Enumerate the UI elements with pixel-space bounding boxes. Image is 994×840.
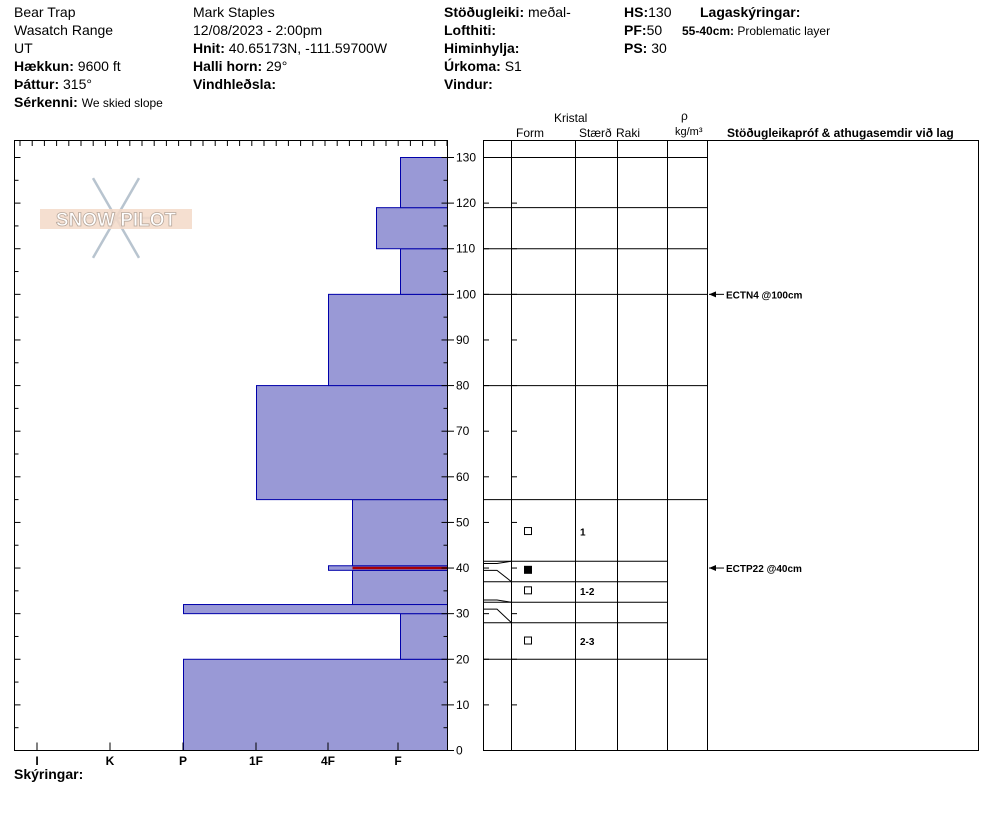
mountain-range: Wasatch Range — [14, 22, 114, 38]
features-label: Sérkenni: — [14, 94, 78, 110]
precip-label: Úrkoma: — [444, 58, 501, 74]
y-tick-label: 110 — [456, 241, 476, 256]
y-tick-label: 10 — [456, 697, 470, 712]
elevation-value: 9600 ft — [77, 58, 121, 74]
wind-loading-label: Vindhleðsla: — [193, 76, 276, 92]
hardness-bar — [329, 294, 448, 385]
hardness-tick-label: P — [178, 754, 188, 768]
y-tick-label: 80 — [456, 378, 470, 393]
observer: Mark Staples — [193, 4, 275, 20]
ps-value: 30 — [651, 40, 667, 56]
hardness-bar — [401, 158, 448, 208]
hardness-bar — [184, 659, 448, 750]
stability-value: meðal- — [528, 4, 571, 20]
slope-value: 29° — [266, 58, 288, 74]
hardness-bar — [353, 570, 448, 604]
hardness-tick-label: K — [105, 754, 115, 768]
stability-label: Stöðugleiki: — [444, 4, 525, 20]
density-unit-header: kg/m³ — [675, 126, 703, 138]
grain-size-label: 1-2 — [580, 586, 595, 598]
grain-form-symbol — [525, 587, 532, 594]
state: UT — [14, 40, 33, 56]
precip-value: S1 — [504, 58, 522, 74]
test-arrow — [709, 565, 716, 571]
y-tick-label: 50 — [456, 515, 470, 530]
y-tick-label: 40 — [456, 561, 470, 576]
hardness-tick-label: I — [35, 754, 39, 768]
stability-test-label: ECTP22 @40cm — [726, 564, 802, 576]
sky-label: Himinhylja: — [444, 40, 520, 56]
airtemp-label: Lofthiti: — [444, 22, 497, 38]
grain-form-symbol — [525, 637, 532, 644]
notes-label: Skýringar: — [14, 766, 84, 782]
size-header: Stærð — [579, 126, 612, 140]
features-value: We skied slope — [81, 96, 163, 110]
hs-value: 130 — [648, 4, 672, 20]
pf-value: 50 — [646, 22, 663, 38]
grain-form-symbol — [525, 528, 532, 535]
moisture-header: Raki — [616, 126, 641, 140]
hardness-tick-label: 1F — [248, 754, 264, 768]
location-name: Bear Trap — [14, 4, 76, 20]
hardness-tick-label: 4F — [320, 754, 336, 768]
crystal-header: Kristal — [554, 111, 588, 125]
stability-test-label: ECTN4 @100cm — [726, 290, 803, 302]
datetime: 12/08/2023 - 2:00pm — [193, 22, 323, 38]
y-tick-label: 100 — [456, 287, 477, 302]
layer-notes-label: Lagaskýringar: — [700, 4, 801, 20]
layer-connector — [484, 570, 512, 581]
coords-label: Hnit: — [193, 40, 225, 56]
hardness-bar — [377, 208, 448, 249]
coords-value: 40.65173N, -111.59700W — [228, 40, 388, 56]
aspect-value: 315° — [63, 76, 92, 92]
pf-label: PF: — [624, 22, 647, 38]
hardness-bar — [401, 249, 448, 295]
hardness-bar — [401, 614, 448, 660]
hardness-tick-label: F — [394, 754, 402, 768]
hardness-bar — [184, 605, 448, 614]
y-tick-label: 60 — [456, 469, 470, 484]
rho-header: ρ — [681, 109, 688, 123]
grain-size-label: 2-3 — [580, 637, 595, 649]
hardness-bar — [353, 500, 448, 566]
y-tick-label: 0 — [456, 743, 463, 758]
wind-label: Vindur: — [444, 76, 493, 92]
layer-note-range: 55-40cm: — [682, 24, 735, 38]
grain-form-symbol — [525, 566, 532, 573]
y-tick-label: 130 — [456, 150, 477, 165]
y-tick-label: 120 — [456, 196, 477, 211]
grain-size-label: 1 — [580, 527, 586, 539]
y-tick-label: 90 — [456, 332, 470, 347]
layer-note-text: Problematic layer — [737, 24, 831, 38]
y-tick-label: 30 — [456, 606, 470, 621]
tests-header: Stöðugleikapróf & athugasemdir við lag — [727, 126, 954, 140]
elevation-label: Hækkun: — [14, 58, 74, 74]
form-header: Form — [516, 126, 544, 140]
y-tick-label: 70 — [456, 424, 470, 439]
ps-label: PS: — [624, 40, 648, 56]
test-arrow — [709, 291, 716, 297]
hs-label: HS: — [624, 4, 649, 20]
y-tick-label: 20 — [456, 652, 470, 667]
logo-text: SNOW PILOT — [55, 210, 177, 231]
slope-label: Halli horn: — [193, 58, 263, 74]
layer-connector — [484, 609, 512, 623]
aspect-label: Þáttur: — [14, 76, 60, 92]
hardness-bar — [257, 386, 448, 500]
snowpilot-logo — [40, 178, 192, 258]
